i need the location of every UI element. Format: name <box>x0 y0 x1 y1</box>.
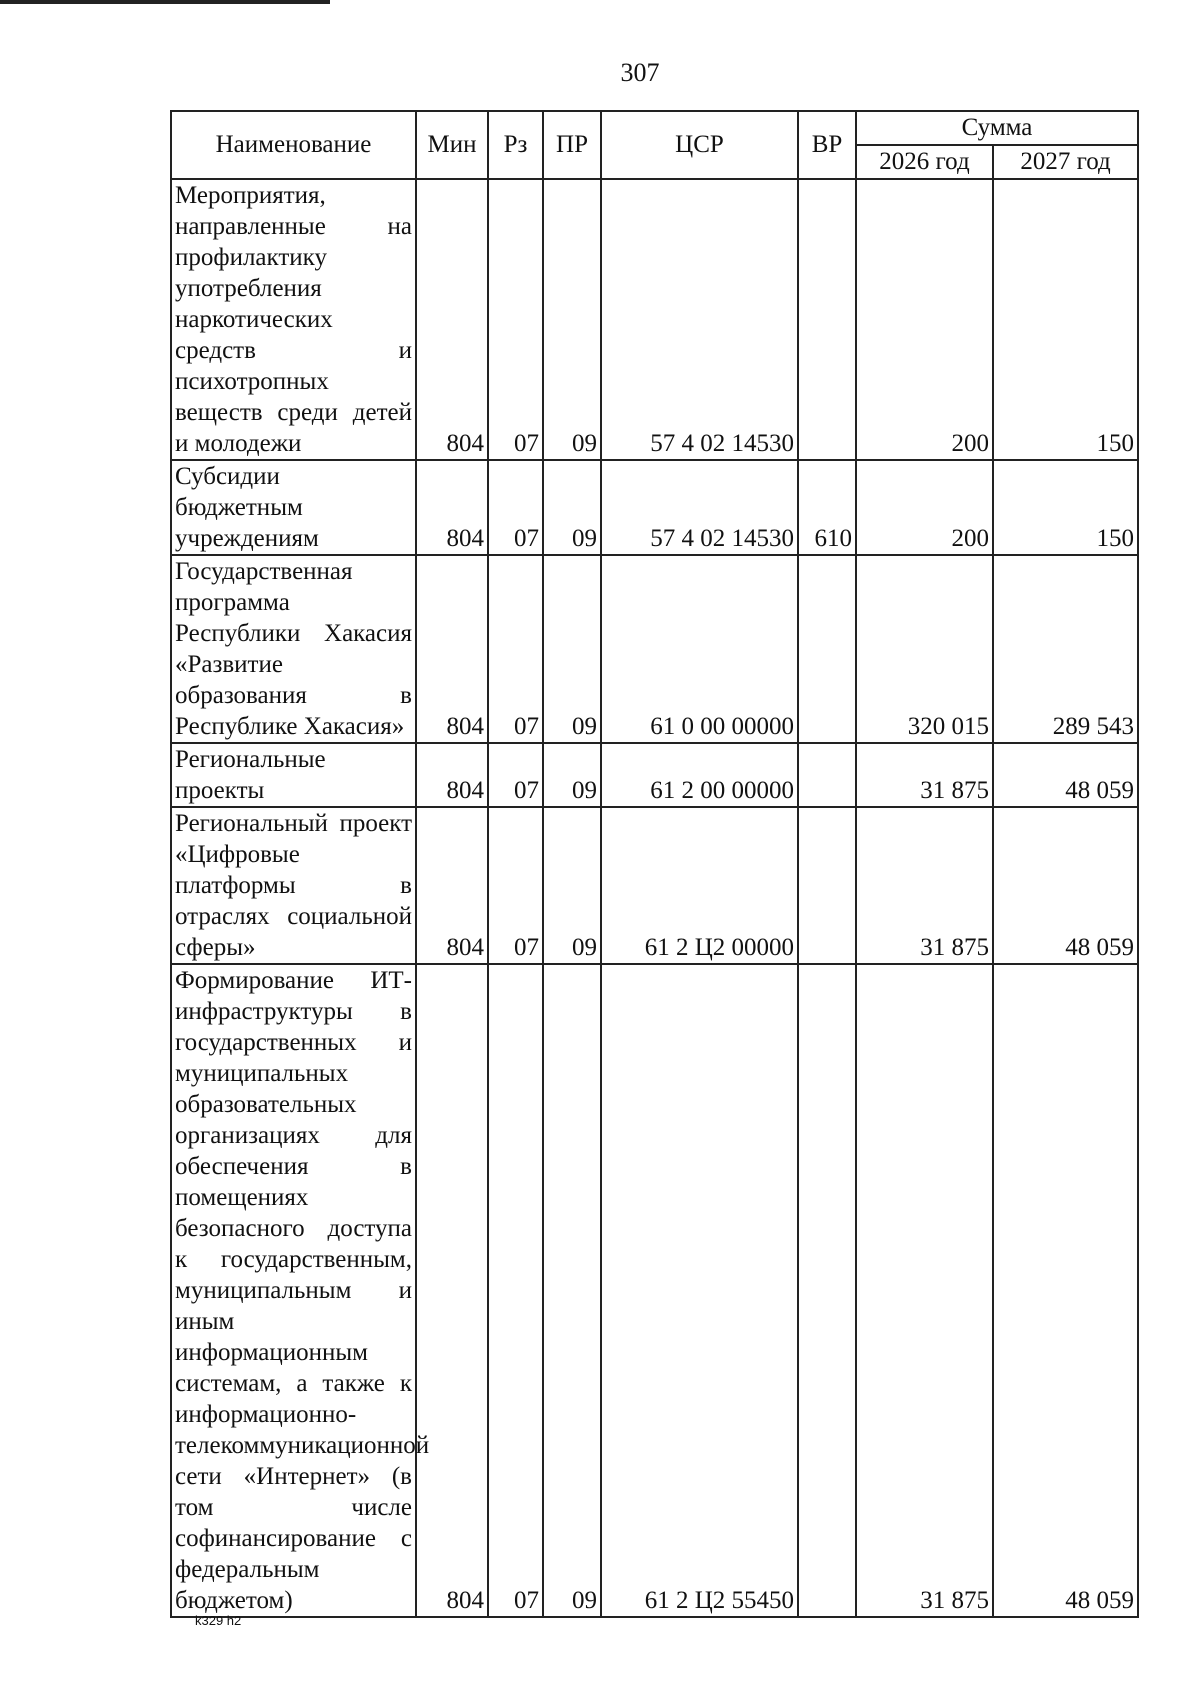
row-pr: 09 <box>543 743 601 807</box>
row-pr: 09 <box>543 964 601 1617</box>
row-name: Региональные проекты <box>171 743 416 807</box>
row-min: 804 <box>416 555 488 743</box>
row-amount-2026: 31 875 <box>856 743 993 807</box>
row-csr: 61 0 00 00000 <box>601 555 798 743</box>
row-amount-2027: 289 543 <box>993 555 1138 743</box>
row-min: 804 <box>416 460 488 555</box>
page-number: 307 <box>620 58 660 87</box>
row-name: Мероприятия, направленные на профилактику употребления наркотических средств и психотропных веществ среди детей и молодежи <box>171 179 416 460</box>
row-vr <box>798 964 856 1617</box>
row-name: Формирование ИТ-инфраструктуры в государственных и муниципальных образовательных организациях для обеспечения в помещениях безопасного доступа к государственным, муниципальным и иным информационным системам, а также к информационно-телекоммуникационной сети «Интернет» (в том числе софинансирование с федеральным бюджетом) <box>171 964 416 1617</box>
header-rz: Рз <box>488 111 543 179</box>
footer-document-code: k329 h2 <box>195 1613 242 1628</box>
table-row <box>171 964 1138 1617</box>
row-name: Государственная программа Республики Хакасия «Развитие образования в Республике Хакасия» <box>171 555 416 743</box>
row-vr: 610 <box>798 460 856 555</box>
row-rz: 07 <box>488 743 543 807</box>
row-rz: 07 <box>488 964 543 1617</box>
budget-table <box>170 110 1139 1618</box>
table-row <box>171 555 1138 743</box>
row-vr <box>798 743 856 807</box>
row-vr <box>798 807 856 964</box>
row-rz: 07 <box>488 179 543 460</box>
row-name: Региональный проект «Цифровые платформы в отраслях социальной сферы» <box>171 807 416 964</box>
row-amount-2027: 150 <box>993 179 1138 460</box>
header-vr: ВР <box>798 111 856 179</box>
header-year-2026: 2026 год <box>856 145 993 179</box>
row-pr: 09 <box>543 179 601 460</box>
row-rz: 07 <box>488 807 543 964</box>
table-row <box>171 807 1138 964</box>
header-name: Наименование <box>171 111 416 179</box>
row-csr: 57 4 02 14530 <box>601 179 798 460</box>
header-csr: ЦСР <box>601 111 798 179</box>
row-min: 804 <box>416 179 488 460</box>
row-rz: 07 <box>488 460 543 555</box>
header-year-2027: 2027 год <box>993 145 1138 179</box>
row-pr: 09 <box>543 460 601 555</box>
header-sum: Сумма <box>856 111 1138 145</box>
row-name: Субсидии бюджетным учреждениям <box>171 460 416 555</box>
row-amount-2026: 200 <box>856 179 993 460</box>
table-row <box>171 743 1138 807</box>
row-rz: 07 <box>488 555 543 743</box>
row-amount-2027: 48 059 <box>993 743 1138 807</box>
row-amount-2026: 320 015 <box>856 555 993 743</box>
row-amount-2026: 31 875 <box>856 807 993 964</box>
row-vr <box>798 179 856 460</box>
row-pr: 09 <box>543 555 601 743</box>
row-csr: 57 4 02 14530 <box>601 460 798 555</box>
row-pr: 09 <box>543 807 601 964</box>
header-pr: ПР <box>543 111 601 179</box>
row-amount-2027: 48 059 <box>993 964 1138 1617</box>
row-amount-2027: 48 059 <box>993 807 1138 964</box>
row-min: 804 <box>416 743 488 807</box>
row-vr <box>798 555 856 743</box>
row-amount-2026: 31 875 <box>856 964 993 1617</box>
top-border-line <box>0 0 330 4</box>
row-csr: 61 2 00 00000 <box>601 743 798 807</box>
table-row <box>171 460 1138 555</box>
row-csr: 61 2 Ц2 00000 <box>601 807 798 964</box>
header-row-1 <box>171 111 1138 145</box>
row-min: 804 <box>416 807 488 964</box>
header-min: Мин <box>416 111 488 179</box>
table-row <box>171 179 1138 460</box>
row-amount-2027: 150 <box>993 460 1138 555</box>
row-amount-2026: 200 <box>856 460 993 555</box>
row-csr: 61 2 Ц2 55450 <box>601 964 798 1617</box>
row-min: 804 <box>416 964 488 1617</box>
